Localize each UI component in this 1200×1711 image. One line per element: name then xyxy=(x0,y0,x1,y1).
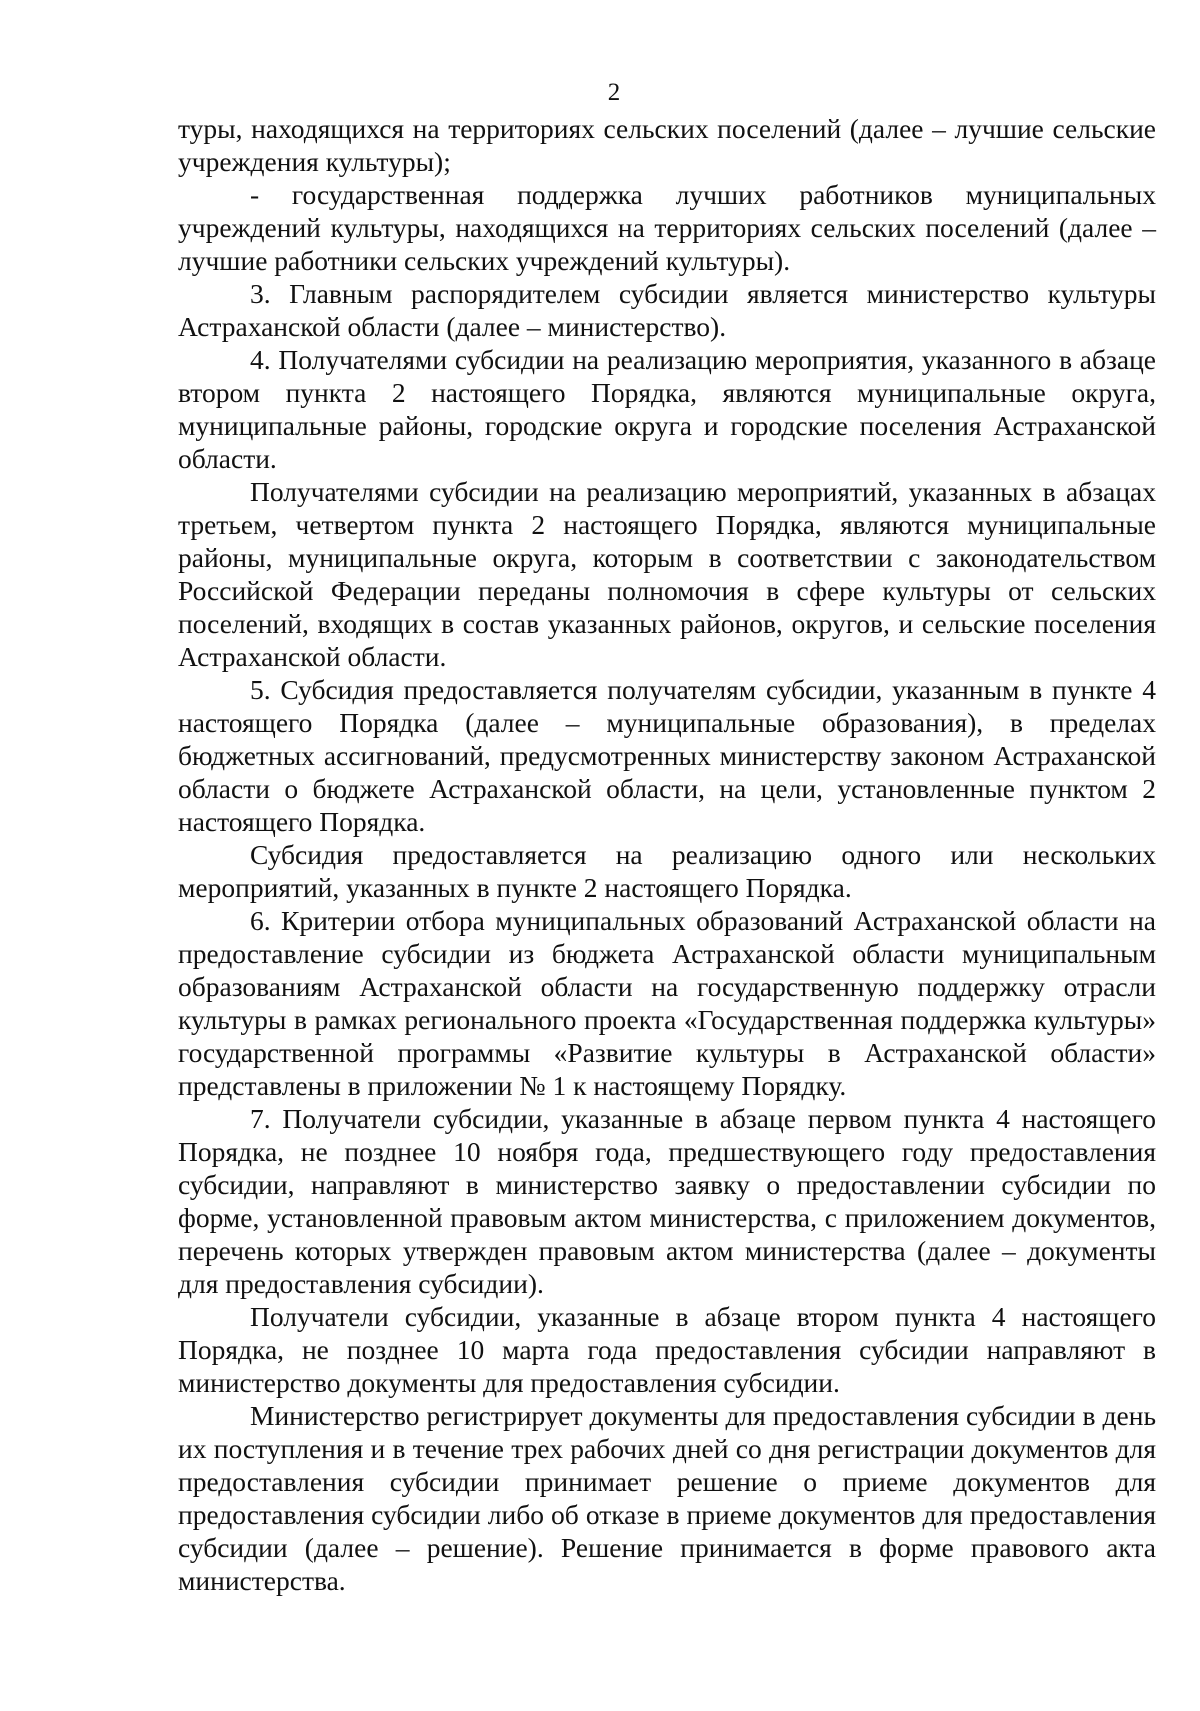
paragraph-item-3: 3. Главным распорядителем субсидии является министерство культуры Астраханской области (далее – министерство). xyxy=(178,278,1156,342)
paragraph-item-4-recipients: Получателями субсидии на реализацию мероприятий, указанных в абзацах третьем, четвертом пункта 2 настоящего Порядка, являются муниципальные районы, муниципальные округа, которым в соответствии с законодательством Российской Федерации переданы полномочия в сфере культуры от сельских поселений, входящих в состав указанных районов, округов, и сельские поселения Астраханской области. xyxy=(178,476,1156,672)
paragraph-continuation: туры, находящихся на территориях сельских поселений (далее – лучшие сельские учреждения культуры); xyxy=(178,113,1156,177)
paragraph-item-5-purpose: Субсидия предоставляется на реализацию одного или нескольких мероприятий, указанных в пункте 2 настоящего Порядка. xyxy=(178,839,1156,903)
paragraph-item-7-registration: Министерство регистрирует документы для предоставления субсидии в день их поступления и в течение трех рабочих дней со дня регистрации документов для предоставления субсидии принимает решение о приеме документов для предоставления субсидии либо об отказе в приеме документов для предоставления субсидии (далее – решение). Решение принимается в форме правового акта министерства. xyxy=(178,1400,1156,1596)
paragraph-item-4: 4. Получателями субсидии на реализацию мероприятия, указанного в абзаце втором пункта 2 настоящего Порядка, являются муниципальные округа, муниципальные районы, городские округа и городские поселения Астраханской области. xyxy=(178,344,1156,474)
page-number: 2 xyxy=(607,79,621,106)
paragraph-item-7: 7. Получатели субсидии, указанные в абзаце первом пункта 4 настоящего Порядка, не позднее 10 ноября года, предшествующего году предоставления субсидии, направляют в министерство заявку о предоставлении субсидии по форме, установленной правовым актом министерства, с приложением документов, перечень которых утвержден правовым актом министерства (далее – документы для предоставления субсидии). xyxy=(178,1103,1156,1299)
paragraph-item-7-deadline: Получатели субсидии, указанные в абзаце втором пункта 4 настоящего Порядка, не позднее 10 марта года предоставления субсидии направляют в министерство документы для предоставления субсидии. xyxy=(178,1301,1156,1398)
paragraph-item-5: 5. Субсидия предоставляется получателям субсидии, указанным в пункте 4 настоящего Порядка (далее – муниципальные образования), в пределах бюджетных ассигнований, предусмотренных министерству законом Астраханской области о бюджете Астраханской области, на цели, установленные пунктом 2 настоящего Порядка. xyxy=(178,674,1156,837)
document-body xyxy=(178,112,1156,1597)
paragraph-support-best-workers: - государственная поддержка лучших работников муниципальных учреждений культуры, находящихся на территориях сельских поселений (далее – лучшие работники сельских учреждений культуры). xyxy=(178,179,1156,276)
paragraph-item-6: 6. Критерии отбора муниципальных образований Астраханской области на предоставление субсидии из бюджета Астраханской области муниципальным образованиям Астраханской области на государственную поддержку отрасли культуры в рамках регионального проекта «Государственная поддержка культуры» государственной программы «Развитие культуры в Астраханской области» представлены в приложении № 1 к настоящему Порядку. xyxy=(178,905,1156,1101)
